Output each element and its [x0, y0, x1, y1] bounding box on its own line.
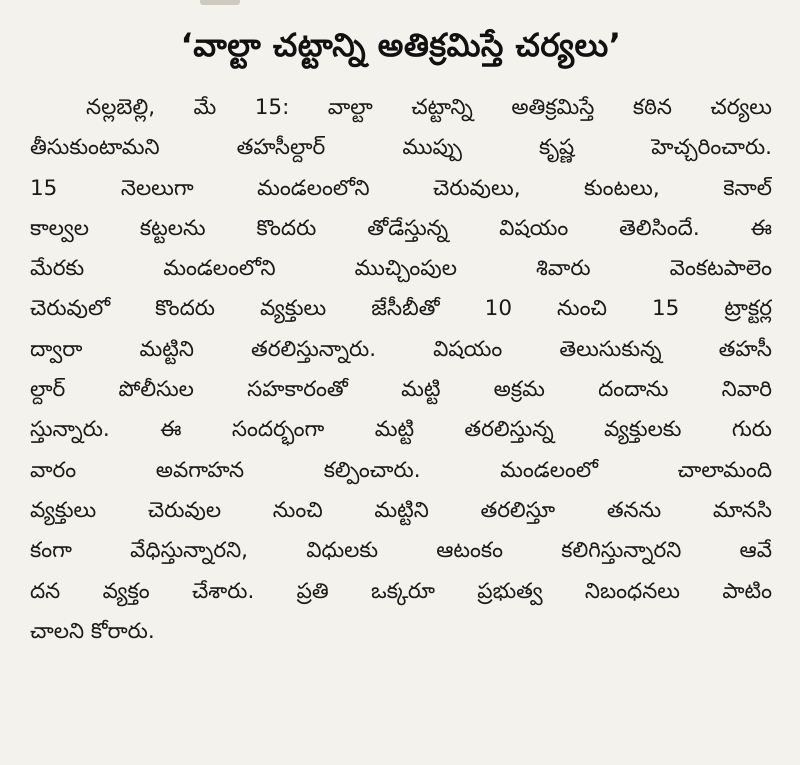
article-line: వ్యక్తులు చెరువుల నుంచి మట్టిని తరలిస్తూ తనను మానసి [30, 497, 772, 523]
article-line: కంగా వేధిస్తున్నారని, విధులకు ఆటంకం కలిగిస్తున్నారని ఆవే [30, 538, 772, 564]
article-line: స్తున్నారు. ఈ సందర్భంగా మట్టి తరలిస్తున్న వ్యక్తులకు గురు [30, 417, 772, 443]
article-line: కాల్వల కట్టలను కొందరు తోడేస్తున్న విషయం తెలిసిందే. ఈ [30, 215, 772, 241]
article-line: 15 నెలలుగా మండలంలోని చెరువులు, కుంటలు, కెనాల్ [30, 175, 772, 201]
article-line: వారం అవగాహన కల్పించారు. మండలంలో చాలామంది [30, 457, 772, 483]
clipping-edge-fragment [200, 0, 240, 5]
article-line: ల్దార్ పోలీసుల సహకారంతో మట్టి అక్రమ దందాను నివారి [30, 377, 772, 403]
article-line: ద్వారా మట్టిని తరలిస్తున్నారు. విషయం తెలుసుకున్న తహసీ [30, 336, 772, 362]
article-line: చెరువులో కొందరు వ్యక్తులు జేసీబీతో 10 నుంచి 15 ట్రాక్టర్ల [30, 296, 772, 322]
article-line: తీసుకుంటామని తహసీల్దార్ ముప్పు కృష్ణ హెచ్చరించారు. [30, 135, 772, 161]
article-headline: ‘వాల్టా చట్టాన్ని అతిక్రమిస్తే చర్యలు’ [180, 26, 622, 64]
article-line: చాలని కోరారు. [30, 618, 155, 644]
article-line: మేరకు మండలంలోని ముచ్చింపుల శివారు వెంకటపాలెం [30, 256, 772, 282]
article-line: దన వ్యక్తం చేశారు. ప్రతి ఒక్కరూ ప్రభుత్వ నిబంధనలు పాటిం [30, 578, 772, 604]
article-line: నల్లబెల్లి, మే 15: వాల్టా చట్టాన్ని అతిక్రమిస్తే కఠిన చర్యలు [86, 95, 772, 120]
article-body [30, 88, 772, 652]
